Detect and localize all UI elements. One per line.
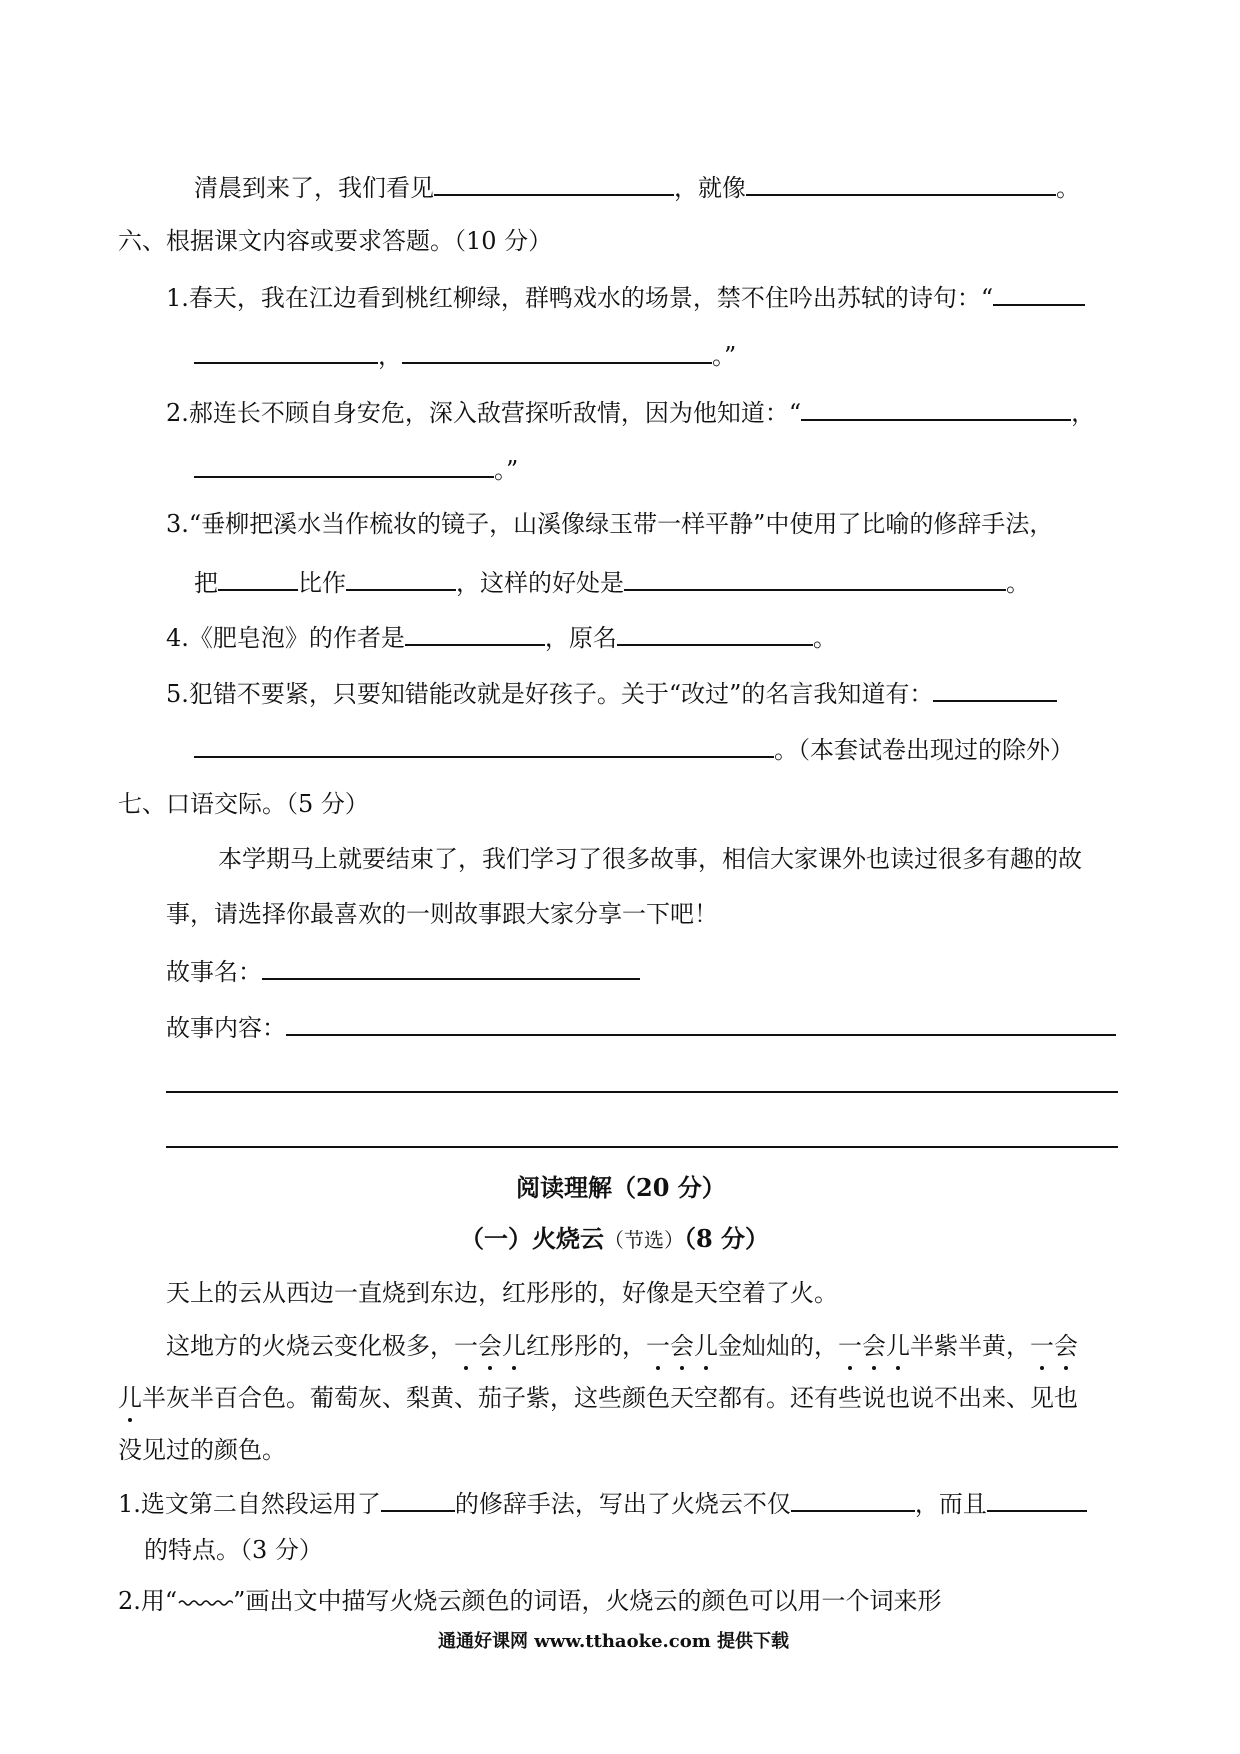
sec6-q1-line2: [194, 338, 736, 372]
sec6-q2-line2: [194, 452, 518, 486]
reading-subtitle-score: （8 分）: [684, 1224, 770, 1253]
dotted-char: 会: [478, 1332, 502, 1360]
sec6-q1-text: 1.春天，我在江边看到桃红柳绿，群鸭戏水的场景，禁不住吟出苏轼的诗句：“: [166, 284, 994, 312]
dotted-char: 一: [646, 1332, 670, 1360]
p2-text: 半灰半百合色。葡萄灰、梨黄、茄子紫，这些颜色天空都有。还有些说也说不出来、见也: [142, 1384, 1078, 1412]
answer-blank[interactable]: [987, 1486, 1087, 1512]
p2-text: 红彤彤的，: [526, 1332, 646, 1360]
reading-p2-line1: [166, 1330, 1078, 1362]
answer-blank[interactable]: [405, 620, 545, 646]
sec6-q2-end: 。”: [494, 456, 519, 484]
sec6-q3-end: 。: [1006, 569, 1030, 597]
sec7-para-line2: 事，请选择你最喜欢的一则故事跟大家分享一下吧！: [166, 900, 718, 928]
dotted-char: 会: [670, 1332, 694, 1360]
sec6-q4-line: [166, 620, 837, 654]
sec6-q5-end: 。（本套试卷出现过的除外）: [774, 736, 1074, 764]
answer-blank[interactable]: [791, 1486, 915, 1512]
answer-blank[interactable]: [624, 565, 1006, 591]
sec6-q5-text: 5.犯错不要紧，只要知错能改就是好孩子。关于“改过”的名言我知道有：: [166, 680, 934, 708]
sec6-q2-line1: [166, 395, 1095, 429]
answer-blank[interactable]: [346, 565, 456, 591]
sec6-q3-line2: [194, 565, 1030, 599]
dotted-char: 儿: [502, 1332, 526, 1360]
story-name-label: 故事名：: [166, 958, 262, 986]
sec6-q2-comma: ，: [1071, 399, 1096, 427]
answer-blank[interactable]: [993, 280, 1085, 306]
sec5-tail-line: [194, 170, 1080, 204]
dotted-char: 儿: [118, 1384, 142, 1412]
sec6-q3-line1: 3.“垂柳把溪水当作梳妆的镜子，山溪像绿玉带一样平静”中使用了比喻的修辞手法，: [166, 510, 1054, 538]
sec6-q3-benefit: ，这样的好处是: [456, 569, 624, 597]
p2-text: 这地方的火烧云变化极多，: [166, 1332, 454, 1360]
sec6-q3-ba: 把: [194, 569, 218, 597]
story-content-rule[interactable]: [166, 1146, 1118, 1148]
story-content-rule[interactable]: [166, 1091, 1118, 1093]
reading-q1-text: 1.选文第二自然段运用了: [118, 1490, 381, 1518]
answer-blank[interactable]: [194, 338, 378, 364]
sec6-q1-line1: [166, 280, 1085, 314]
sec6-q4-end: 。: [812, 624, 837, 652]
story-name-blank[interactable]: [262, 954, 640, 980]
sec6-heading: 六、根据课文内容或要求答题。（10 分）: [118, 227, 553, 255]
answer-blank[interactable]: [434, 170, 674, 196]
reading-q1-line2: 的特点。（3 分）: [144, 1536, 323, 1564]
answer-blank[interactable]: [801, 395, 1071, 421]
dotted-char: 儿: [694, 1332, 718, 1360]
reading-p2-line3: 没见过的颜色。: [118, 1436, 286, 1464]
dotted-char: 儿: [886, 1332, 910, 1360]
reading-title: 阅读理解（20 分）: [516, 1173, 726, 1202]
answer-blank[interactable]: [617, 620, 813, 646]
answer-blank[interactable]: [381, 1486, 455, 1512]
sec6-q5-line2: [194, 732, 1074, 766]
wavy-underline-icon: [177, 1598, 233, 1608]
reading-q2-line: [118, 1585, 941, 1617]
sec6-q1-end: 。”: [712, 342, 737, 370]
sec7-para-line1: 本学期马上就要结束了，我们学习了很多故事，相信大家课外也读过很多有趣的故: [218, 845, 1082, 873]
story-content-blank[interactable]: [286, 1010, 1116, 1036]
sec6-q2-text: 2.郝连长不顾自身安危，深入敌营探听敌情，因为他知道：“: [166, 399, 802, 427]
sec5-text-c: 。: [1056, 174, 1080, 202]
dotted-char: 一: [838, 1332, 862, 1360]
p2-text: 金灿灿的，: [718, 1332, 838, 1360]
dotted-char: 一: [1030, 1332, 1054, 1360]
answer-blank[interactable]: [746, 170, 1056, 196]
dotted-char: 会: [1054, 1332, 1078, 1360]
reading-p2-line2: [118, 1382, 1078, 1414]
dotted-char: 会: [862, 1332, 886, 1360]
sec6-q5-line1: [166, 676, 1057, 710]
sec5-text-a: 清晨到来了，我们看见: [194, 174, 434, 202]
sec6-q1-comma: ，: [378, 342, 402, 370]
answer-blank[interactable]: [218, 565, 298, 591]
reading-q2-text: 2.用“: [118, 1587, 178, 1615]
reading-q1-mid: 的修辞手法，写出了火烧云不仅: [454, 1490, 791, 1518]
reading-subtitle: [460, 1223, 769, 1256]
story-content-label: 故事内容：: [166, 1014, 286, 1042]
dotted-char: 一: [454, 1332, 478, 1360]
answer-blank[interactable]: [194, 452, 494, 478]
story-content-row: [166, 1010, 1116, 1044]
answer-blank[interactable]: [933, 676, 1057, 702]
reading-subtitle-main: （一）火烧云: [460, 1224, 604, 1253]
story-name-row: [166, 954, 640, 988]
reading-q1-line1: [118, 1486, 1087, 1520]
reading-subtitle-note: （节选）: [604, 1228, 684, 1252]
answer-blank[interactable]: [402, 338, 712, 364]
sec6-q4-mid: ，原名: [544, 624, 617, 652]
sec7-heading: 七、口语交际。（5 分）: [118, 790, 369, 818]
reading-q1-and: ，而且: [914, 1490, 987, 1518]
p2-text: 半紫半黄，: [910, 1332, 1030, 1360]
sec6-q3-biz: 比作: [298, 569, 346, 597]
answer-blank[interactable]: [194, 732, 774, 758]
reading-q2-rest: ”画出文中描写火烧云颜色的词语，火烧云的颜色可以用一个词来形: [233, 1587, 942, 1615]
sec6-q4-text: 4.《肥皂泡》的作者是: [166, 624, 405, 652]
page-footer: 通通好课网 www.tthaoke.com 提供下载: [438, 1631, 790, 1652]
reading-p1: 天上的云从西边一直烧到东边，红彤彤的，好像是天空着了火。: [166, 1279, 838, 1307]
sec5-text-b: ，就像: [674, 174, 746, 202]
